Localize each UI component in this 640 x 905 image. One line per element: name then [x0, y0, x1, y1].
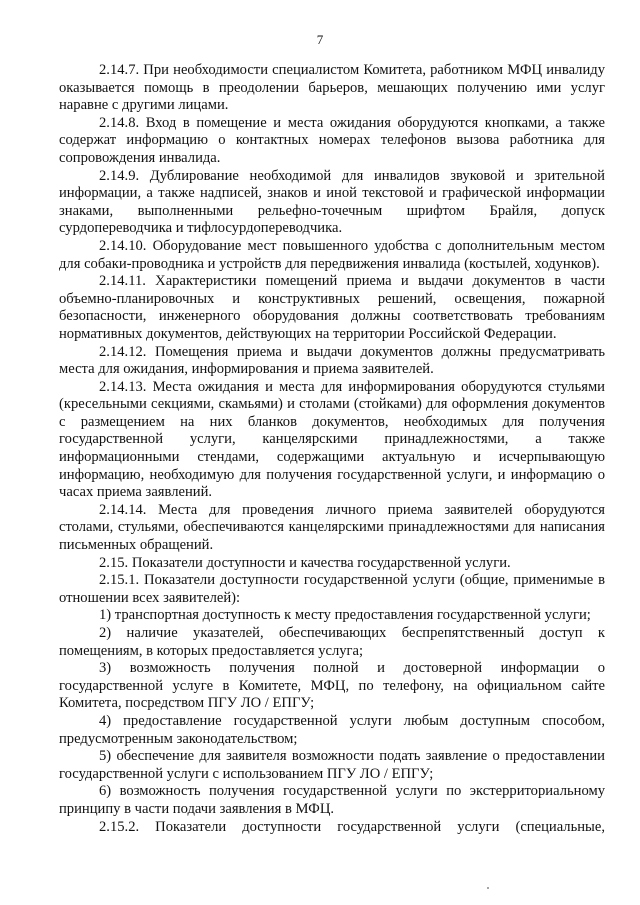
paragraph-2-14-14: 2.14.14. Места для проведения личного приема заявителей оборудуются столами, стульями, обеспечиваются канцелярскими принадлежностями для написания письменных обращений. [59, 501, 605, 554]
paragraph-2-15: 2.15. Показатели доступности и качества государственной услуги. [99, 554, 511, 571]
list-item-5: 5) обеспечение для заявителя возможности подать заявление о предоставлении государственной услуги с использованием ПГУ ЛО / ЕПГУ; [59, 748, 605, 782]
paragraph-2-15-1: 2.15.1. Показатели доступности государственной услуги (общие, применимые в отношении всех заявителей): [59, 572, 605, 606]
scan-speck [487, 887, 489, 889]
paragraph-2-14-7: 2.14.7. При необходимости специалистом Комитета, работником МФЦ инвалиду оказывается помощь в преодолении барьеров, мешающих получению ими услуг наравне с другими лицами. [59, 62, 605, 114]
paragraph-2-14-13: 2.14.13. Места ожидания и места для информирования оборудуются стульями (кресельными секциями, скамьями) и столами (стойками) для оформления документов с размещением на них бланков документов, необходимых для получения государственной услуги, канцелярскими принадлежностями, а также информационными стендами, содержащими актуальную и исчерпывающую информацию, необходимую для получения государственной услуги, и информацию о часах приема заявлений. [59, 378, 605, 501]
list-item-3: 3) возможность получения полной и достоверной информации о государственной услуге в Комитете, МФЦ, по телефону, на официальном сайте Комитета, посредством ПГУ ЛО / ЕПГУ; [59, 660, 605, 712]
list-item-1: 1) транспортная доступность к месту предоставления государственной услуги; [99, 607, 591, 624]
page-number: 7 [316, 32, 324, 47]
list-item-6: 6) возможность получения государственной услуги по экстерриториальному принципу в части подачи заявления в МФЦ. [59, 783, 605, 817]
paragraph-2-15-2: 2.15.2. Показатели доступности государственной услуги (специальные, [99, 818, 605, 835]
paragraph-2-14-10: 2.14.10. Оборудование мест повышенного удобства с дополнительным местом для собаки-проводника и устройств для передвижения инвалида (костылей, ходунков). [59, 237, 605, 272]
paragraph-2-14-11: 2.14.11. Характеристики помещений приема и выдачи документов в части объемно-планировочных и конструктивных решений, освещения, пожарной безопасности, инженерного оборудования должны соответствовать требованиям нормативных документов, действующих на территории Российской Федерации. [59, 273, 605, 342]
list-item-4: 4) предоставление государственной услуги любым доступным способом, предусмотренным законодательством; [59, 712, 605, 747]
paragraph-2-14-12: 2.14.12. Помещения приема и выдачи документов должны предусматривать места для ожидания, информирования и приема заявителей. [59, 343, 605, 378]
paragraph-2-14-8: 2.14.8. Вход в помещение и места ожидания оборудуются кнопками, а также содержат информацию о контактных номерах телефонов вызова работника для сопровождения инвалида. [59, 114, 605, 166]
paragraph-2-14-9: 2.14.9. Дублирование необходимой для инвалидов звуковой и зрительной информации, а также надписей, знаков и иной текстовой и графической информации знаками, выполненными рельефно-точечным шрифтом Брайля, допуск сурдопереводчика и тифлосурдопереводчика. [59, 167, 605, 237]
list-item-2: 2) наличие указателей, обеспечивающих беспрепятственный доступ к помещениям, в которых предоставляется услуга; [59, 625, 605, 659]
document-body [59, 62, 605, 836]
